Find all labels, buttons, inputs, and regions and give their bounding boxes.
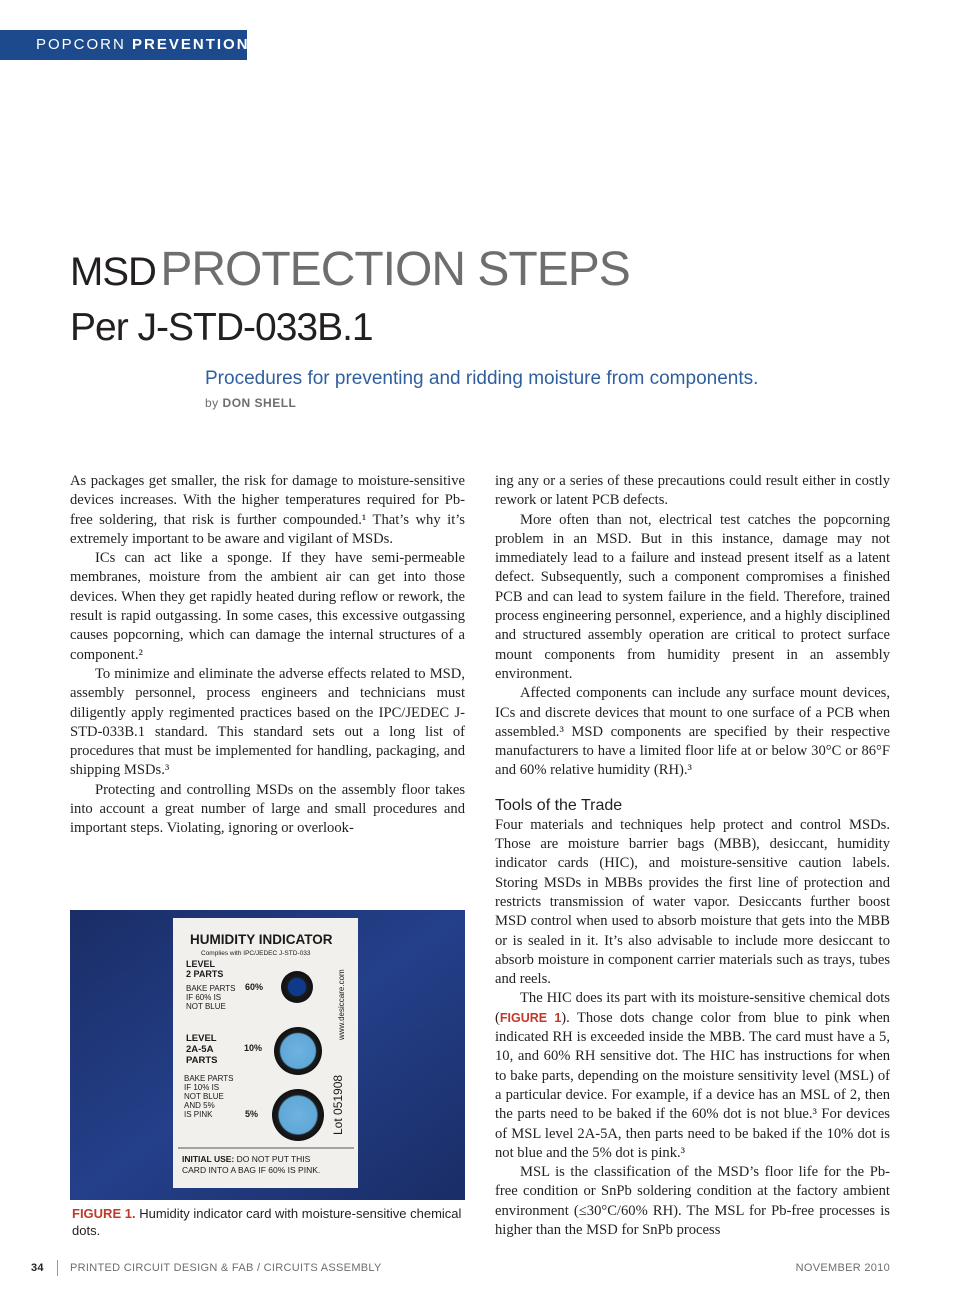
- figure-caption-label: FIGURE 1.: [72, 1206, 136, 1221]
- footer-divider: [57, 1260, 58, 1276]
- paragraph: More often than not, electrical test catches the popcorning problem in an MSD. But in this instance, damage may not immediately lead to a failure and instead present itself as a latent defect. Subsequently, such a component compromises a finished PCB and can lead to system failure in the field. Therefore, trained process engineering personnel, experience, and a highly disciplined and structured assembly operation are critical to protect surface mount components from humidity present in an assembly environment.: [495, 511, 890, 682]
- column-2: [495, 472, 890, 1240]
- card-website: www.desiccare.com: [337, 969, 346, 1040]
- paragraph-hic: [495, 989, 890, 1163]
- byline-author: DON SHELL: [222, 396, 297, 410]
- byline: [205, 396, 296, 410]
- section-tag-bold: PREVENTION: [132, 36, 250, 53]
- paragraph: As packages get smaller, the risk for damage to moisture-sensitive devices increases. With the higher temperatures required for Pb-free soldering, that risk is further compounded.¹ That’s why it’s extremely important to be aware and vigilant of MSDs.: [70, 473, 465, 547]
- card-lot-number: Lot 051908: [331, 1074, 345, 1135]
- section-tag: [0, 30, 250, 60]
- hic-text-before: The HIC does its part with its moisture-sensitive chemical dots (: [495, 990, 890, 1026]
- card-bake2c: NOT BLUE: [184, 1092, 224, 1101]
- card-bake2d: AND 5%: [184, 1101, 215, 1110]
- page-number: 34: [31, 1262, 44, 1274]
- card-initial-use-label: INITIAL USE:: [182, 1154, 235, 1164]
- card-pct10: 10%: [244, 1043, 263, 1053]
- paragraph: Protecting and controlling MSDs on the assembly floor takes into account a great number of large and small procedures and important steps. Violating, ignoring or overlook-: [70, 781, 465, 837]
- card-bake2: BAKE PARTS: [184, 1074, 234, 1083]
- byline-by: by: [205, 396, 219, 410]
- card-level1b: 2 PARTS: [186, 969, 224, 979]
- deck: Procedures for preventing and ridding moisture from components.: [205, 368, 759, 389]
- subhead-tools-of-the-trade: Tools of the Trade: [495, 796, 623, 814]
- card-bake1c: NOT BLUE: [186, 1002, 226, 1011]
- card-initial-use-rest: DO NOT PUT THIS: [236, 1154, 311, 1164]
- card-bake1b: IF 60% IS: [186, 993, 222, 1002]
- figure-1-reference[interactable]: FIGURE 1: [499, 1010, 562, 1025]
- paragraph: Affected components can include any surface mount devices, ICs and discrete devices that mount to one surface of a PCB when assembled.³ MSD components are specified by their respective manufacturers to have a limited floor life at or below 30°C or 86°F and 60% relative humidity (RH).³: [495, 685, 890, 779]
- dot-5-percent: [272, 1089, 324, 1141]
- dot-60-percent: [281, 971, 313, 1003]
- card-bake1: BAKE PARTS: [186, 984, 236, 993]
- hic-text-after: ). Those dots change color from blue to pink when indicated RH is exceeded inside the MBB. The card must have a 5, 10, and 60% RH sensitive dot. The HIC has instructions for when to bake parts, depending on the moisture sensitivity level (MSL) of a particular device. For example, if a device has an MSL of 2, then the parts need to be baked if the 60% dot is not blue.³ For devices of MSL level 2A-5A, then parts need to be baked if the 10% dot is not blue and the 5% dot is pink.³: [495, 1009, 890, 1161]
- issue-date: NOVEMBER 2010: [795, 1262, 890, 1274]
- card-complies: Complies with IPC/JEDEC J-STD-033: [201, 950, 311, 957]
- title-msd: MSD: [70, 250, 156, 294]
- paragraph: MSL is the classification of the MSD’s floor life for the Pb-free condition or SnPb soldering condition at the factory ambient environment (≤30°C/60% RH). The MSL for Pb-free processes is higher than the MSD for SnPb process: [495, 1164, 890, 1238]
- publication-name: PRINTED CIRCUIT DESIGN & FAB / CIRCUITS ASSEMBLY: [70, 1262, 382, 1274]
- figure-1-caption: [72, 1205, 462, 1239]
- card-pct5: 5%: [245, 1109, 259, 1119]
- card-bake2e: IS PINK: [184, 1110, 213, 1119]
- paragraph: ing any or a series of these precautions could result either in costly rework or latent PCB defects.: [495, 473, 890, 509]
- article-title: [70, 243, 630, 296]
- article-title-line2: Per J-STD-033B.1: [70, 306, 373, 349]
- card-level2: LEVEL: [186, 1033, 217, 1044]
- dot-10-percent: [274, 1027, 322, 1075]
- card-bake2b: IF 10% IS: [184, 1083, 220, 1092]
- figure-1-photo: [70, 910, 465, 1200]
- card-level2b: 2A-5A: [186, 1044, 214, 1055]
- card-level1: LEVEL: [186, 959, 216, 969]
- section-tag-light: POPCORN: [36, 36, 126, 53]
- column-1: [70, 472, 465, 839]
- title-protection-steps: PROTECTION STEPS: [160, 243, 630, 296]
- card-pct60: 60%: [245, 982, 264, 992]
- card-title: HUMIDITY INDICATOR: [190, 932, 333, 947]
- card-level2c: PARTS: [186, 1055, 218, 1066]
- paragraph: To minimize and eliminate the adverse effects related to MSD, assembly personnel, process engineers and technicians must diligently apply regimented practices based on the IPC/JEDEC J-STD-033B.1 standard. This standard sets out a long list of procedures that must be implemented for handling, packaging, and shipping MSDs.³: [70, 665, 465, 779]
- paragraph: Four materials and techniques help protect and control MSDs. Those are moisture barrier bags (MBB), desiccant, humidity indicator cards (HIC), and moisture-sensitive caution labels. Storing MSDs in MBBs provides the first line of protection and restricts transmission of water vapor. Desiccants further boost MSD control when used to absorb moisture that gets into the MBB or is sealed in it. It’s also advisable to include more desiccant to absorb moisture in component carrier materials such as trays, tubes and reels.: [495, 816, 890, 988]
- humidity-indicator-card-image: [70, 910, 465, 1200]
- figure-caption-text: Humidity indicator card with moisture-sensitive chemical dots.: [72, 1206, 462, 1238]
- card-initial-use-line2: CARD INTO A BAG IF 60% IS PINK.: [182, 1165, 321, 1175]
- card-initial-use: [182, 1154, 311, 1164]
- paragraph: ICs can act like a sponge. If they have semi-permeable membranes, moisture from the ambient air can get into those devices. When they get rapidly heated during reflow or rework, the result is rapid outgassing. In some cases, this excessive outgassing causes popcorning, which can damage the internal structures of a component.²: [70, 550, 465, 663]
